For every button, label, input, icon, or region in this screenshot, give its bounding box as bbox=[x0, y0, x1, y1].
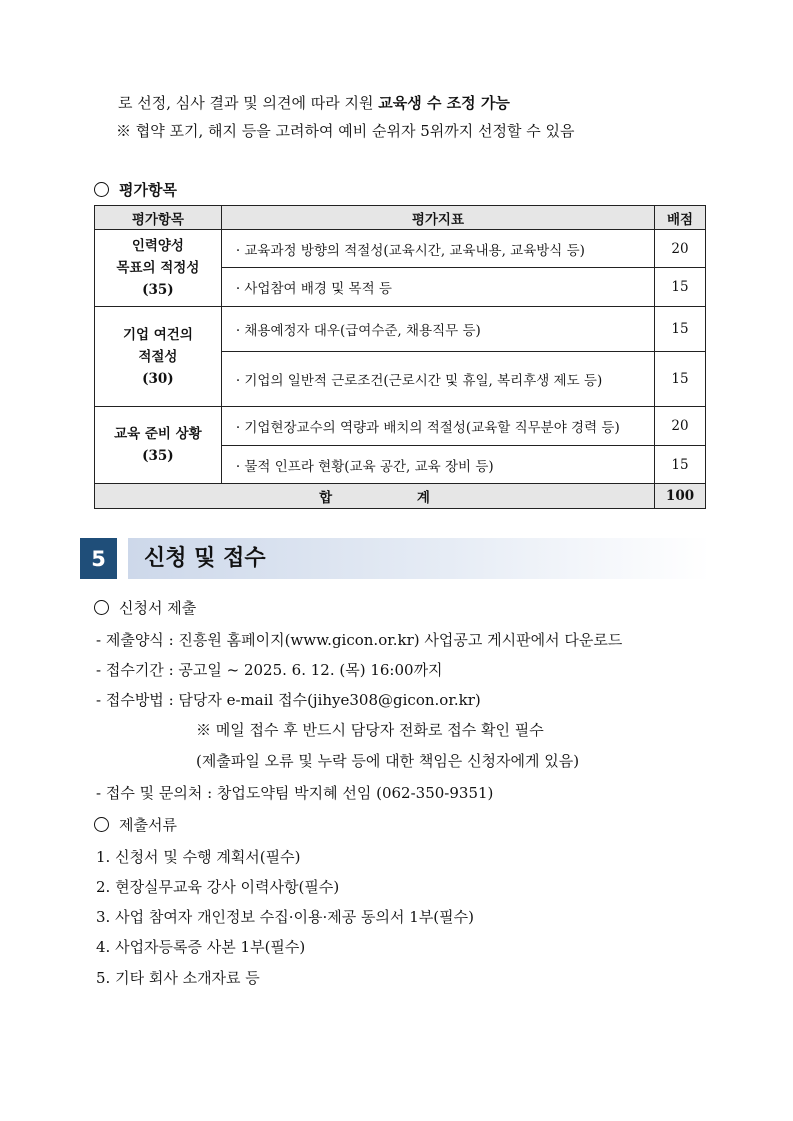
table-header-indicator: 평가지표 bbox=[221, 206, 654, 230]
intro-line-1-emphasis: 교육생 수 조정 가능 bbox=[378, 94, 510, 112]
score-cell: 15 bbox=[655, 352, 706, 407]
table-total-row bbox=[95, 484, 706, 509]
intro-line-1-text: 로 선정, 심사 결과 및 의견에 따라 지원 bbox=[118, 94, 379, 112]
category-cell bbox=[95, 230, 222, 307]
evaluation-table bbox=[94, 205, 706, 509]
application-heading-text: 신청서 제출 bbox=[119, 599, 197, 617]
circle-bullet-icon bbox=[94, 182, 109, 197]
score-cell: 15 bbox=[655, 268, 706, 307]
document-item: 3. 사업 참여자 개인정보 수집·이용·제공 동의서 1부(필수) bbox=[96, 908, 474, 926]
document-item: 1. 신청서 및 수행 계획서(필수) bbox=[96, 848, 301, 866]
score-cell: 20 bbox=[655, 230, 706, 268]
document-item: 4. 사업자등록증 사본 1부(필수) bbox=[96, 938, 306, 956]
category-name-line: 기업 여건의 bbox=[122, 326, 193, 343]
section-header bbox=[80, 538, 710, 579]
documents-heading bbox=[94, 815, 177, 835]
intro-line-1 bbox=[118, 93, 510, 113]
category-name-line: 인력양성 bbox=[131, 238, 184, 254]
documents-heading-text: 제출서류 bbox=[119, 816, 177, 834]
circle-bullet-icon bbox=[94, 817, 109, 832]
category-name-line: 교육 준비 상황 bbox=[114, 426, 202, 442]
table-row bbox=[95, 307, 706, 352]
indicator-cell: · 사업참여 배경 및 목적 등 bbox=[221, 268, 654, 307]
score-cell: 15 bbox=[655, 446, 706, 484]
circle-bullet-icon bbox=[94, 600, 109, 615]
indicator-cell: · 기업의 일반적 근로조건(근로시간 및 휴일, 복리후생 제도 등) bbox=[221, 352, 654, 407]
category-score-total: (35) bbox=[142, 282, 174, 298]
category-name-line: 적절성 bbox=[138, 348, 178, 365]
section-number: 5 bbox=[80, 538, 117, 579]
section-title: 신청 및 접수 bbox=[144, 546, 266, 571]
indicator-cell: · 기업현장교수의 역량과 배치의 적절성(교육할 직무분야 경력 등) bbox=[221, 407, 654, 446]
method-note: ※ 메일 접수 후 반드시 담당자 전화로 접수 확인 필수 bbox=[196, 721, 544, 739]
category-score-total: (35) bbox=[142, 448, 174, 464]
eval-heading-text: 평가항목 bbox=[119, 181, 177, 199]
application-item: - 접수기간 : 공고일 ~ 2025. 6. 12. (목) 16:00까지 bbox=[96, 661, 443, 679]
indicator-cell: · 채용예정자 대우(급여수준, 채용직무 등) bbox=[221, 307, 654, 352]
category-cell bbox=[95, 307, 222, 407]
category-name-line: 목표의 적정성 bbox=[116, 260, 200, 276]
table-header-row bbox=[95, 206, 706, 230]
total-label: 합 계 bbox=[95, 484, 655, 509]
category-cell bbox=[95, 407, 222, 484]
indicator-cell: · 물적 인프라 현황(교육 공간, 교육 장비 등) bbox=[221, 446, 654, 484]
document-item: 2. 현장실무교육 강사 이력사항(필수) bbox=[96, 878, 340, 896]
score-cell: 20 bbox=[655, 407, 706, 446]
total-score: 100 bbox=[655, 484, 706, 509]
application-heading bbox=[94, 598, 196, 618]
application-item: - 제출양식 : 진흥원 홈페이지(www.gicon.or.kr) 사업공고 게시판에서 다운로드 bbox=[96, 631, 623, 649]
application-item: - 접수방법 : 담당자 e-mail 접수(jihye308@gicon.or.kr) bbox=[96, 691, 481, 709]
indicator-cell: · 교육과정 방향의 적절성(교육시간, 교육내용, 교육방식 등) bbox=[221, 230, 654, 268]
category-score-total: (30) bbox=[142, 370, 174, 387]
method-note: (제출파일 오류 및 누락 등에 대한 책임은 신청자에게 있음) bbox=[196, 752, 580, 770]
eval-heading bbox=[94, 180, 177, 200]
intro-note: ※ 협약 포기, 해지 등을 고려하여 예비 순위자 5위까지 선정할 수 있음 bbox=[116, 122, 575, 140]
score-cell: 15 bbox=[655, 307, 706, 352]
table-header-category: 평가항목 bbox=[95, 206, 222, 230]
table-row bbox=[95, 407, 706, 446]
contact-info: - 접수 및 문의처 : 창업도약팀 박지혜 선임 (062-350-9351) bbox=[96, 784, 494, 802]
table-row bbox=[95, 230, 706, 268]
table-header-score: 배점 bbox=[655, 206, 706, 230]
document-item: 5. 기타 회사 소개자료 등 bbox=[96, 969, 260, 987]
